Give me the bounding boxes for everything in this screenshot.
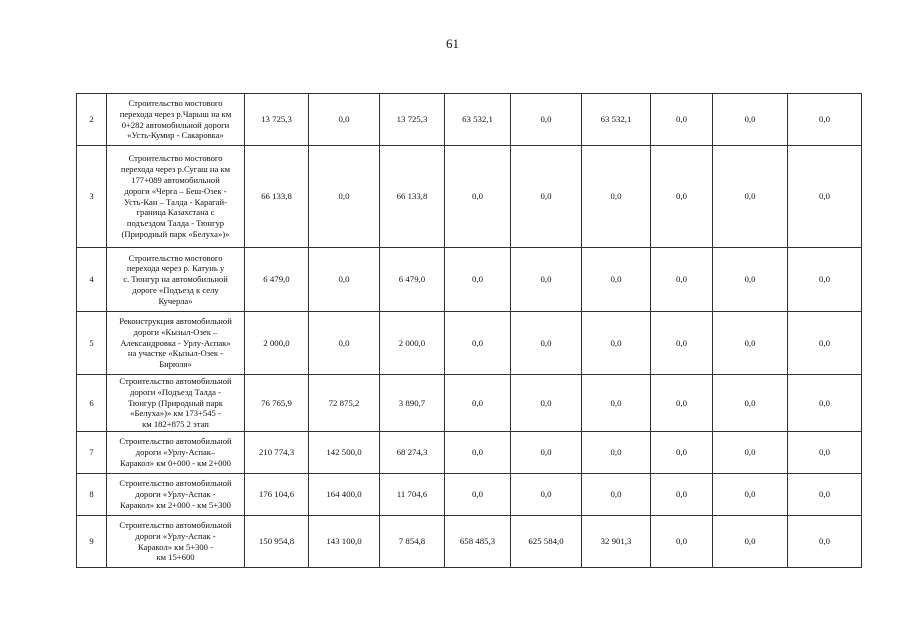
description-line: 177+089 автомобильной <box>131 174 220 185</box>
value-cell: 0,0 <box>511 94 582 146</box>
value-cell: 0,0 <box>713 94 788 146</box>
value-cell: 210 774,3 <box>245 432 309 474</box>
value-cell: 7 854,8 <box>380 516 445 568</box>
description-line: дороги «Урлу-Аспак - <box>135 489 216 500</box>
value-cell: 0,0 <box>713 474 788 516</box>
value-cell: 150 954,8 <box>245 516 309 568</box>
description-line: Реконструкция автомобильной <box>119 316 232 326</box>
value-cell: 0,0 <box>788 474 862 516</box>
description-line: Строительство автомобильной <box>119 436 232 447</box>
value-cell: 0,0 <box>713 312 788 375</box>
description-cell <box>107 312 245 375</box>
value-cell: 0,0 <box>582 474 651 516</box>
value-cell: 0,0 <box>445 375 511 432</box>
value-cell: 0,0 <box>788 146 862 248</box>
value-cell: 625 584,0 <box>511 516 582 568</box>
value-cell: 0,0 <box>511 375 582 432</box>
description-cell <box>107 432 245 474</box>
value-cell: 11 704,6 <box>380 474 445 516</box>
row-number-cell: 6 <box>77 375 107 432</box>
value-cell: 0,0 <box>511 312 582 375</box>
value-cell: 0,0 <box>651 474 713 516</box>
description-line: перехода через р. Катунь у <box>126 263 225 274</box>
description-cell <box>107 94 245 146</box>
description-line: Строительство автомобильной <box>119 478 232 489</box>
value-cell: 0,0 <box>582 312 651 375</box>
description-line: дороге «Подъезд к селу <box>132 284 219 295</box>
description-line: Кучерла» <box>158 295 193 306</box>
description-line: Строительство мостового <box>128 97 223 108</box>
value-cell: 0,0 <box>651 312 713 375</box>
description-line: Строительство автомобильной <box>119 376 232 386</box>
description-line: Каракол» км 0+000 - км 2+000 <box>120 457 231 468</box>
value-cell: 0,0 <box>445 312 511 375</box>
description-line: км 15+600 <box>156 552 195 563</box>
description-line: Строительство мостового <box>128 153 223 164</box>
value-cell: 66 133,8 <box>380 146 445 248</box>
value-cell: 0,0 <box>788 432 862 474</box>
value-cell: 0,0 <box>309 146 380 248</box>
table-row <box>77 375 862 432</box>
value-cell: 0,0 <box>713 146 788 248</box>
value-cell: 0,0 <box>788 312 862 375</box>
table-row <box>77 312 862 375</box>
row-number-cell: 3 <box>77 146 107 248</box>
description-line: Каракол» км 2+000 - км 5+300 <box>120 499 231 510</box>
value-cell: 0,0 <box>651 516 713 568</box>
value-cell: 0,0 <box>582 146 651 248</box>
page-number: 61 <box>446 36 459 51</box>
description-line: «Усть-Кумир - Сакаровка» <box>127 130 224 141</box>
table-body <box>77 94 862 568</box>
table-row <box>77 516 862 568</box>
value-cell: 63 532,1 <box>445 94 511 146</box>
value-cell: 0,0 <box>713 516 788 568</box>
value-cell: 0,0 <box>788 375 862 432</box>
value-cell: 32 901,3 <box>582 516 651 568</box>
value-cell: 176 104,6 <box>245 474 309 516</box>
value-cell: 6 479,0 <box>380 248 445 312</box>
value-cell: 0,0 <box>651 375 713 432</box>
description-line: перехода через р.Чарыш на км <box>119 108 232 119</box>
value-cell: 0,0 <box>309 94 380 146</box>
value-cell: 0,0 <box>713 432 788 474</box>
value-cell: 0,0 <box>445 432 511 474</box>
value-cell: 2 000,0 <box>245 312 309 375</box>
row-number-cell: 9 <box>77 516 107 568</box>
description-line: 0+282 автомобильной дороги <box>121 119 230 130</box>
value-cell: 0,0 <box>582 432 651 474</box>
value-cell: 0,0 <box>511 474 582 516</box>
value-cell: 0,0 <box>445 248 511 312</box>
description-line: Строительство мостового <box>128 252 223 263</box>
value-cell: 0,0 <box>713 375 788 432</box>
table-row <box>77 94 862 146</box>
description-line: граница Казахстана с <box>136 207 215 218</box>
description-line: Тюнгур (Природный парк <box>128 397 223 408</box>
table-row <box>77 432 862 474</box>
row-number-cell: 4 <box>77 248 107 312</box>
value-cell: 658 485,3 <box>445 516 511 568</box>
value-cell: 143 100,0 <box>309 516 380 568</box>
value-cell: 0,0 <box>511 146 582 248</box>
table-row <box>77 248 862 312</box>
value-cell: 0,0 <box>651 94 713 146</box>
row-number-cell: 2 <box>77 94 107 146</box>
value-cell: 2 000,0 <box>380 312 445 375</box>
value-cell: 0,0 <box>651 248 713 312</box>
description-cell <box>107 248 245 312</box>
value-cell: 68 274,3 <box>380 432 445 474</box>
description-line: Александровка - Урлу-Аспак» <box>120 337 231 348</box>
value-cell: 0,0 <box>788 94 862 146</box>
value-cell: 0,0 <box>445 474 511 516</box>
description-line: подъездом Талда - Тюнгур <box>126 218 225 229</box>
value-cell: 0,0 <box>713 248 788 312</box>
table-row <box>77 474 862 516</box>
value-cell: 66 133,8 <box>245 146 309 248</box>
description-line: перехода через р.Сугаш на км <box>120 164 231 175</box>
value-cell: 0,0 <box>582 248 651 312</box>
description-line: на участке «Кызыл-Озек - <box>127 348 224 359</box>
description-cell <box>107 375 245 432</box>
value-cell: 63 532,1 <box>582 94 651 146</box>
description-line: км 182+875 2 этап <box>142 419 209 430</box>
description-line: дороги «Кызыл-Озек – <box>133 326 218 337</box>
value-cell: 6 479,0 <box>245 248 309 312</box>
description-line: Строительство автомобильной <box>119 519 232 530</box>
description-line: Бирюля» <box>159 359 192 370</box>
description-line: дороги «Урлу-Аспак– <box>135 447 216 458</box>
row-number-cell: 8 <box>77 474 107 516</box>
value-cell: 0,0 <box>651 432 713 474</box>
description-line: «Белуха»)» км 173+545 - <box>130 408 221 419</box>
value-cell: 76 765,9 <box>245 375 309 432</box>
description-line: Усть-Кан – Талда - Карагай- <box>124 196 227 207</box>
description-line: дороги «Подъезд Талда - <box>130 386 221 397</box>
description-line: (Природный парк «Белуха»)» <box>121 228 230 239</box>
value-cell: 0,0 <box>511 432 582 474</box>
value-cell: 0,0 <box>788 516 862 568</box>
value-cell: 142 500,0 <box>309 432 380 474</box>
table-row <box>77 146 862 248</box>
description-line: Каракол» км 5+300 - <box>137 541 213 552</box>
row-number-cell: 5 <box>77 312 107 375</box>
value-cell: 13 725,3 <box>380 94 445 146</box>
description-cell <box>107 146 245 248</box>
value-cell: 72 875,2 <box>309 375 380 432</box>
description-line: дороги «Черга – Беш-Озек - <box>124 185 227 196</box>
description-line: дороги «Урлу-Аспак - <box>135 530 216 541</box>
value-cell: 0,0 <box>445 146 511 248</box>
description-line: с. Тюнгур на автомобильной <box>123 274 228 285</box>
value-cell: 0,0 <box>582 375 651 432</box>
description-cell <box>107 474 245 516</box>
value-cell: 0,0 <box>309 248 380 312</box>
description-cell <box>107 516 245 568</box>
row-number-cell: 7 <box>77 432 107 474</box>
budget-table <box>76 93 862 568</box>
value-cell: 0,0 <box>788 248 862 312</box>
value-cell: 3 890,7 <box>380 375 445 432</box>
value-cell: 0,0 <box>309 312 380 375</box>
value-cell: 164 400,0 <box>309 474 380 516</box>
value-cell: 0,0 <box>651 146 713 248</box>
value-cell: 0,0 <box>511 248 582 312</box>
value-cell: 13 725,3 <box>245 94 309 146</box>
